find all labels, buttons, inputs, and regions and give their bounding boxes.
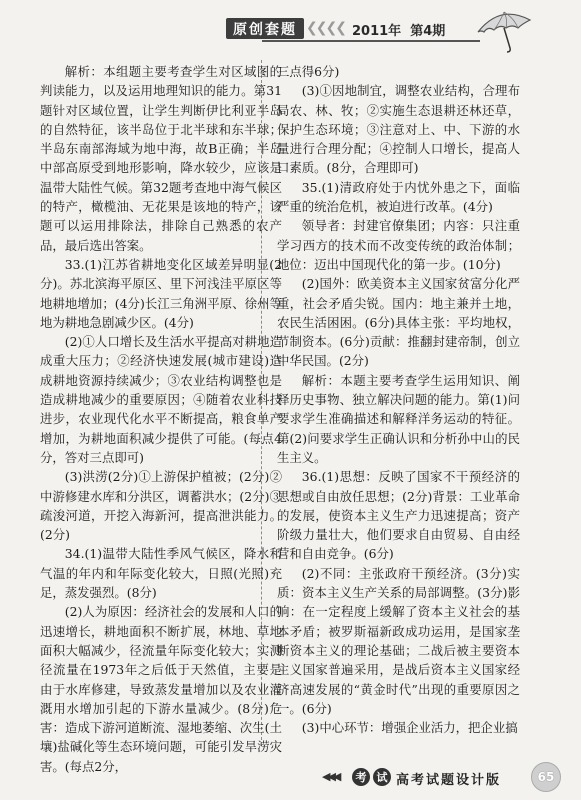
chevron-decoration-icon: ❮❮❮❮ xyxy=(306,20,345,36)
umbrella-icon xyxy=(470,2,536,56)
paragraph: 33.(1)江苏省耕地变化区域差异明显(2分)。苏北滨海平原区、里下河浅洼平原区等地耕地增加；(4分)长江三角洲平原、徐州等地为耕地急剧减少区。(4分) xyxy=(40,256,282,330)
paragraph: 解析：本组题主要考查学生对区域图的判读能力，以及运用地理知识的能力。第31题针对区域位置，让学生判断伊比利亚半岛的自然特征，该半岛位于北半球和东半球；半岛东南部海域为地中海，故B正确；半岛中部高原受到地形影响，降水较少，应该是温带大陆性气候。第32题考查地中海气候区的特产，橄榄油、无花果是该地的特产，该题可以运用排除法，排除自己熟悉的农产品，最后选出答案。 xyxy=(40,64,282,253)
paragraph: 领导者：封建官僚集团；内容：只注重学习西方的技术而不改变传统的政治体制；地位：迈出中国现代化的第一步。(10分) xyxy=(277,218,520,272)
shi-badge: 试 xyxy=(373,768,391,786)
page-header xyxy=(0,0,581,54)
paragraph: (2)国外：欧美资本主义国家贫富分化严重，社会矛盾尖锐。国内：地主兼并土地，农民生活困困。(6分)具体主张：平均地权，节制资本。(6分)贡献：推翻封建帝制，创立中华民国。(2分) xyxy=(277,276,520,369)
left-column xyxy=(40,62,282,776)
paragraph: (3)洪涝(2分)①上游保护植被；(2分)②中游修建水库和分洪区，调蓄洪水；(2分)③疏浚河道，开挖入海新河，提高泄洪能力。(2分) xyxy=(40,469,282,543)
page-number: 65 xyxy=(531,762,561,792)
issue-label: 2011年 第4期 xyxy=(352,24,446,39)
paragraph: 34.(1)温带大陆性季风气候区，降水和气温的年内和年际变化较大，日照(光照)充足，蒸发强烈。(8分) xyxy=(40,546,282,601)
paragraph: (2)不同：主张政府干预经济。(3分)实质：资本主义生产关系的局部调整。(3分)影响：在一定程度上缓解了资本主义社会的基本矛盾；被罗斯福新政成功运用，是国家垄断资本主义的理论基础；二战后被主要资本主义国家普遍采用，是战后资本主义国家经济高速发展的“黄金时代”出现的重要原因之一。(6分) xyxy=(277,565,520,716)
header-rule xyxy=(262,40,480,42)
footer-title: 高考试题设计版 xyxy=(396,773,502,788)
paragraph: (2)人为原因：经济社会的发展和人口的迅速增长，耕地面积不断扩展，林地、草地面积大幅减少，径流量年际变化较大；实测径流量在1973年之后低于天然值，主要是由于水库修建，导致蒸发量增加以及农业灌溉用水增加引起的下游水量减少。(8分)危害：造成下游河道断流、湿地萎缩、次生(土壤)盐碱化等生态环境问题，可能引发旱涝灾害。(每点2分， xyxy=(40,604,282,774)
right-column xyxy=(277,62,520,737)
paragraph: (2)①人口增长及生活水平提高对耕地造成重大压力；②经济快速发展(城市建设)造成耕地资源持续减少；③农业结构调整也是造成耕地减少的重要原因；④随着农业科技进步，农业现代化水平不断提高，粮食单产增加，为耕地面积减少提供了可能。(每点4分，答对三点即可) xyxy=(40,334,282,465)
paragraph: 三点得6分) xyxy=(277,64,340,79)
paragraph: 解析：本题主要考查学生运用知识、阐释历史事物、独立解决问题的能力。第(1)问要求学生准确描述和解释洋务运动的特征。第(2)问要求学生正确认识和分析孙中山的民生主义。 xyxy=(277,372,520,465)
paragraph: 36.(1)思想：反映了国家不干预经济的思想或自由放任思想；(2分)背景：工业革命的发展，使资本主义生产力迅速提高；资产阶级力量壮大，他们要求自由贸易、自由经营和自由竞争。(6分) xyxy=(277,469,520,562)
paragraph: (3)中心环节：增强企业活力，把企业搞 xyxy=(301,720,518,736)
arrow-left-icon: ◀◀◀ xyxy=(322,770,339,783)
paragraph: 35.(1)清政府处于内忧外患之下，面临严重的统治危机，被迫进行改革。(4分) xyxy=(277,179,520,215)
header-banner: 原创套题 xyxy=(226,18,304,39)
page-footer xyxy=(0,760,581,800)
kao-badge: 考 xyxy=(352,768,370,786)
paragraph: (3)①因地制宜，调整农业结构，合理布局农、林、牧；②实施生态退耕还林还草，保护生态环境；③注意对上、中、下游的水量进行合理分配；④控制人口增长，提高人口素质。(8分，合理即可) xyxy=(277,83,520,176)
